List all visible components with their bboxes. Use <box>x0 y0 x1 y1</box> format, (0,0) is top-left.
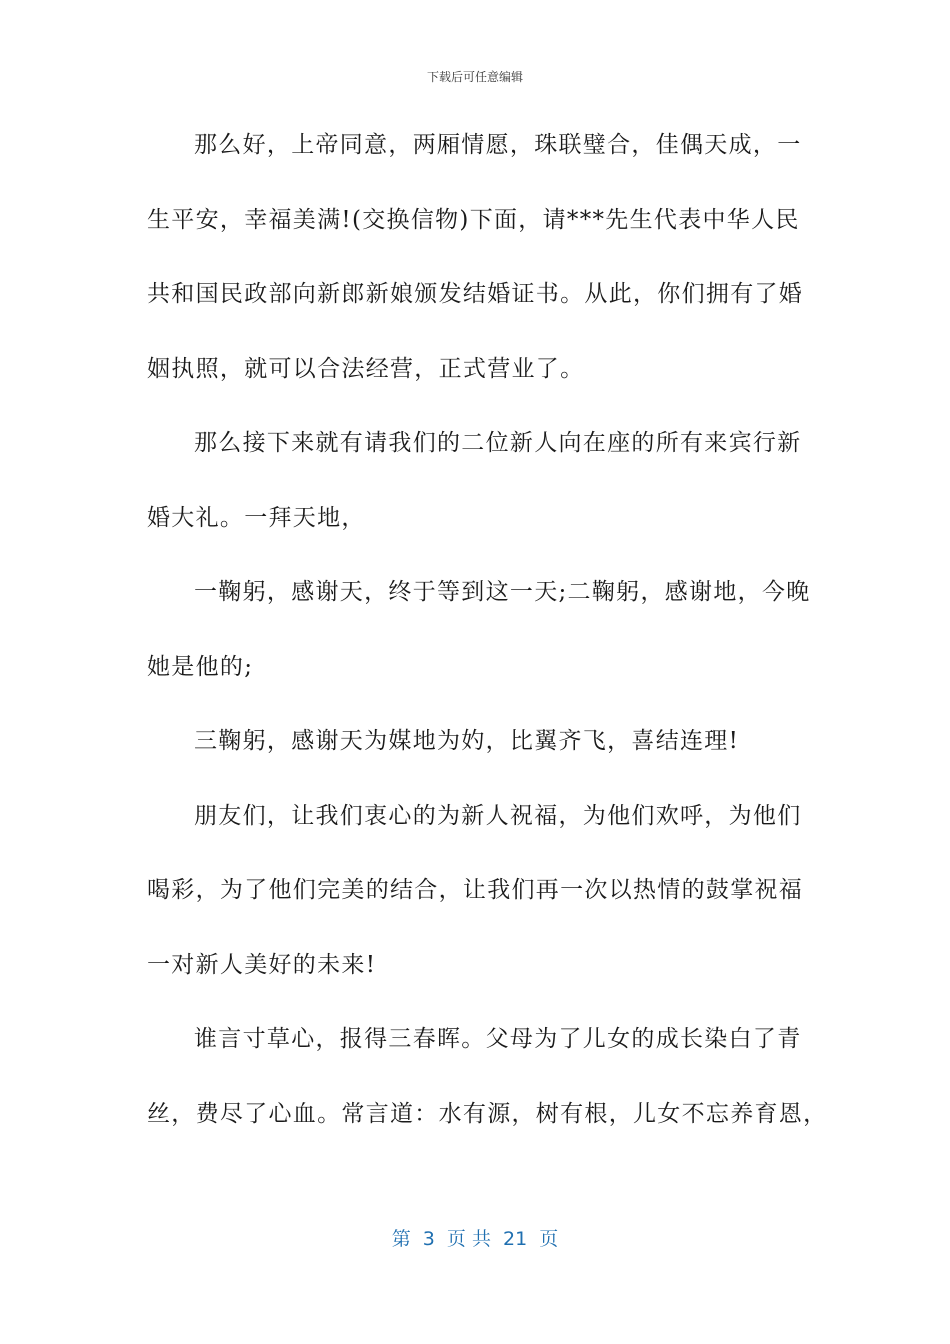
text-line: 那么接下来就有请我们的二位新人向在座的所有来宾行新 <box>194 430 802 456</box>
document-body <box>147 120 828 1163</box>
text-line: 共和国民政部向新郎新娘颁发结婚证书。从此，你们拥有了婚 <box>147 281 804 307</box>
text-line: 谁言寸草心，报得三春晖。父母为了儿女的成长染白了青 <box>194 1026 802 1052</box>
text-line: 婚大礼。一拜天地， <box>147 504 366 531</box>
page-header: 下载后可任意编辑 <box>426 70 523 84</box>
text-line: 丝，费尽了心血。常言道：水有源，树有根，儿女不忘养育恩， <box>147 1100 828 1127</box>
text-line: 喝彩，为了他们完美的结合，让我们再一次以热情的鼓掌祝福 <box>147 877 804 903</box>
page-number-footer: 第 3 页 共 21 页 <box>391 1228 559 1250</box>
text-line: 她是他的; <box>147 653 254 680</box>
text-line: 那么好，上帝同意，两厢情愿，珠联璧合，佳偶天成，一 <box>194 132 802 158</box>
text-line: 姻执照，就可以合法经营，正式营业了。 <box>147 355 585 382</box>
text-line: 朋友们，让我们衷心的为新人祝福，为他们欢呼，为他们 <box>194 802 802 829</box>
text-line: 生平安，幸福美满!(交换信物)下面，请***先生代表中华人民 <box>147 206 800 233</box>
text-line: 三鞠躬，感谢天为媒地为妁，比翼齐飞，喜结连理! <box>194 728 740 754</box>
text-line: 一鞠躬，感谢天，终于等到这一天;二鞠躬，感谢地，今晚 <box>194 579 811 605</box>
text-line: 一对新人美好的未来! <box>147 951 377 978</box>
